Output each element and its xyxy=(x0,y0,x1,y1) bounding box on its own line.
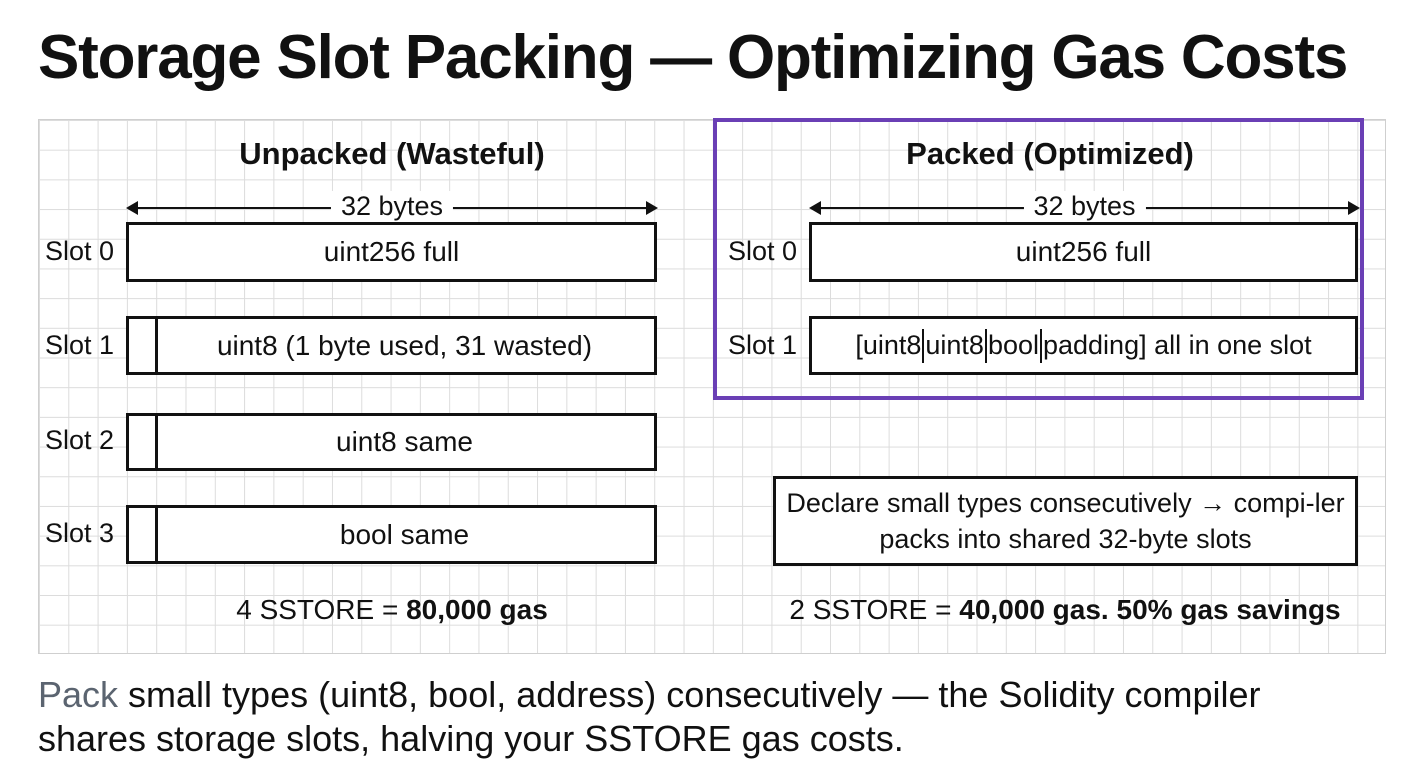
packing-note: Declare small types consecutively → compi-ler packs into shared 32-byte slots xyxy=(773,476,1358,566)
slot-content: bool same xyxy=(339,518,470,550)
used-byte-cell xyxy=(129,416,158,468)
segment-padding: padding] all in one slot xyxy=(1042,330,1312,360)
packed-segments xyxy=(855,329,1311,363)
caption xyxy=(38,673,1378,761)
summary-value: 40,000 gas. 50% gas savings xyxy=(959,594,1341,625)
packed-width-indicator xyxy=(811,193,1358,223)
packed-slot-1-label: Slot 1 xyxy=(728,330,798,360)
segment-uint8-a: [uint8 xyxy=(855,330,922,360)
arrow-left-icon xyxy=(126,201,138,215)
segment-divider xyxy=(922,329,924,363)
caption-accent: Pack xyxy=(38,674,119,715)
arrow-right-icon xyxy=(1348,201,1360,215)
summary-value: 80,000 gas xyxy=(406,594,548,625)
segment-uint8-b: uint8 xyxy=(925,330,984,360)
arrow-right-icon xyxy=(646,201,658,215)
unpacked-slot-3 xyxy=(126,505,657,564)
packed-slot-0 xyxy=(809,222,1358,282)
unpacked-slot-2-label: Slot 2 xyxy=(45,425,115,455)
caption-text: small types (uint8, bool, address) consecutively — the Solidity compiler shares storage slots, halving your SSTORE gas costs. xyxy=(38,674,1261,759)
packed-title: Packed (Optimized) xyxy=(906,136,1194,171)
used-byte-cell xyxy=(129,508,158,561)
slot-content: uint8 (1 byte used, 31 wasted) xyxy=(216,329,593,361)
slot-content: uint8 same xyxy=(336,426,473,457)
unpacked-slot-3-label: Slot 3 xyxy=(45,518,115,548)
slot-content: uint256 full xyxy=(323,236,460,267)
unpacked-slot-1-label: Slot 1 xyxy=(45,330,115,360)
segment-divider xyxy=(1040,329,1042,363)
summary-prefix: 4 SSTORE = xyxy=(236,594,407,625)
unpacked-width-indicator xyxy=(128,193,656,223)
summary-prefix: 2 SSTORE = xyxy=(789,594,960,625)
unpacked-gas-summary xyxy=(128,594,656,626)
unpacked-slot-1 xyxy=(126,316,657,375)
packed-gas-summary xyxy=(760,594,1370,626)
width-label: 32 bytes xyxy=(1023,191,1145,222)
unpacked-slot-2 xyxy=(126,413,657,471)
segment-bool: bool xyxy=(987,330,1039,360)
slot-content: uint256 full xyxy=(1015,236,1152,267)
unpacked-slot-0-label: Slot 0 xyxy=(45,236,115,266)
used-byte-cell xyxy=(129,319,158,372)
packed-slot-0-label: Slot 0 xyxy=(728,236,798,266)
unpacked-slot-0 xyxy=(126,222,657,282)
page-title: Storage Slot Packing — Optimizing Gas Costs xyxy=(38,23,1348,92)
arrow-left-icon xyxy=(809,201,821,215)
width-label: 32 bytes xyxy=(331,191,453,222)
packed-slot-1 xyxy=(809,316,1358,375)
segment-divider xyxy=(985,329,987,363)
unpacked-title: Unpacked (Wasteful) xyxy=(239,136,545,171)
